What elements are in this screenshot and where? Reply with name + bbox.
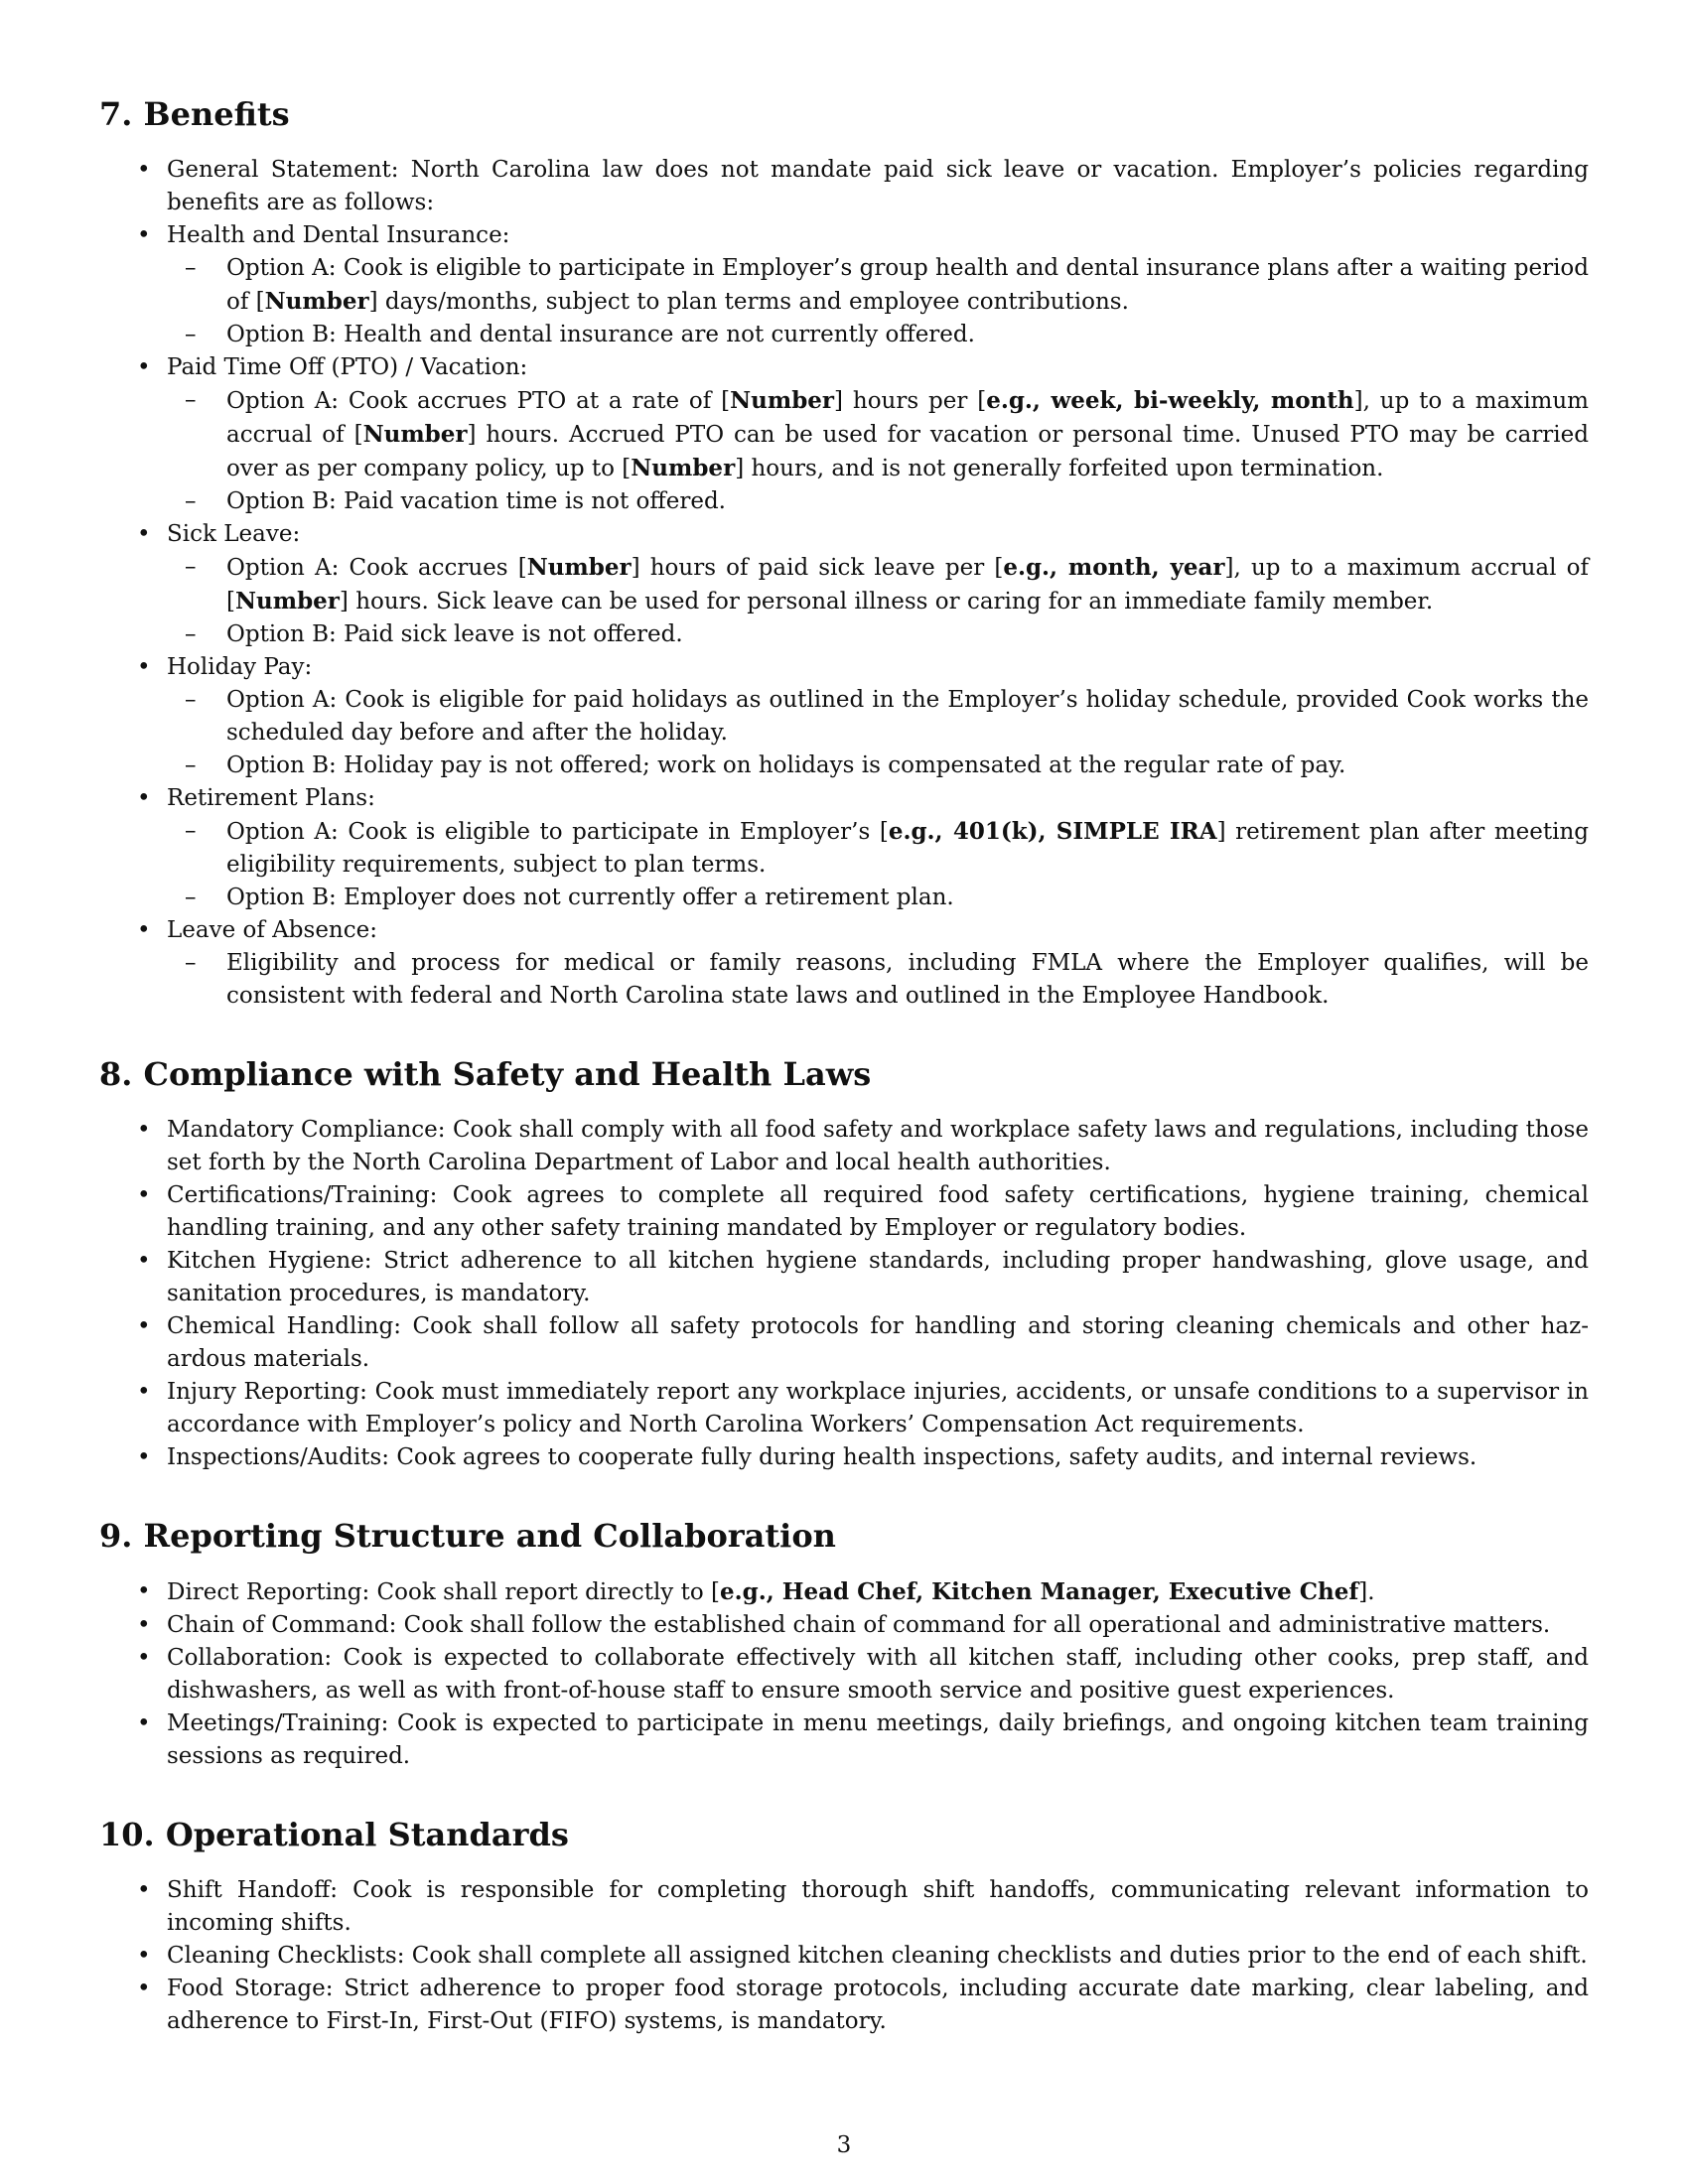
list-item <box>99 914 1589 1013</box>
text-run: Chemical Handling: Cook shall follow all safety protocols for handling and storing cleaning chemicals and other haz-ardous materials. <box>167 1313 1589 1372</box>
list-item <box>99 651 1589 782</box>
list-item <box>99 1310 1589 1376</box>
text-run: Shift Handoff: Cook is responsible for completing thorough shift handoffs, communicating relevant information to incoming shifts. <box>167 1877 1589 1936</box>
list-item <box>99 782 1589 914</box>
section-heading: 7. Benefits <box>99 95 290 133</box>
sub-list-item <box>165 815 1589 882</box>
section <box>99 94 1589 1013</box>
sub-list <box>167 947 1589 1013</box>
placeholder-text: e.g., week, bi-weekly, month <box>986 387 1354 414</box>
text-run: Eligibility and process for medical or family reasons, including FMLA where the Employer qualifies, will be consistent with federal and North Carolina state laws and outlined in the Employee Handbook. <box>226 950 1589 1009</box>
sub-list-item <box>165 551 1589 618</box>
sub-list <box>167 551 1589 651</box>
list-item <box>99 1245 1589 1310</box>
text-run: Holiday Pay: <box>167 654 313 680</box>
placeholder-text: Number <box>362 421 468 448</box>
sub-list <box>167 252 1589 351</box>
placeholder-text: Number <box>264 288 369 315</box>
list-item <box>99 1973 1589 2038</box>
text-run: Direct Reporting: Cook shall report directly to [ <box>167 1579 720 1605</box>
placeholder-text: e.g., Head Chef, Kitchen Manager, Executive Chef <box>720 1578 1359 1605</box>
page-number: 3 <box>836 2132 852 2158</box>
bullet-list <box>99 154 1589 1013</box>
list-item <box>99 1707 1589 1773</box>
section-heading: 8. Compliance with Safety and Health Laws <box>99 1055 872 1093</box>
text-run: General Statement: North Carolina law does not mandate paid sick leave or vacation. Employer’s policies regarding benefits are as follows: <box>167 157 1589 215</box>
placeholder-text: e.g., 401(k), SIMPLE IRA <box>888 818 1217 845</box>
text-run: Option B: Health and dental insurance are not currently offered. <box>226 322 975 347</box>
sub-list-item <box>165 750 1589 782</box>
list-item <box>99 1575 1589 1609</box>
text-run: ] hours. Accrued PTO can be used for vacation or personal time. Unused PTO may be carried over as per company policy, up to [ <box>226 422 1589 481</box>
placeholder-text: Number <box>234 588 340 614</box>
placeholder-text: Number <box>631 455 736 481</box>
text-run: Option A: Cook is eligible for paid holidays as outlined in the Employer’s holiday schedule, provided Cook works the scheduled day before and after the holiday. <box>226 687 1589 746</box>
sub-list <box>167 384 1589 518</box>
document-body <box>99 94 1589 2080</box>
text-run: Injury Reporting: Cook must immediately report any workplace injuries, accidents, or unsafe conditions to a supervisor in accordance with Employer’s policy and North Carolina Workers’ Compensation Act requirements. <box>167 1379 1589 1437</box>
list-item <box>99 154 1589 219</box>
text-run: Mandatory Compliance: Cook shall comply with all food safety and workplace safety laws and regulations, including those set forth by the North Carolina Department of Labor and local health authorities. <box>167 1117 1589 1175</box>
text-run: Option A: Cook is eligible to participate in Employer’s group health and dental insurance plans after a waiting period of [ <box>226 255 1589 315</box>
text-run: Option B: Holiday pay is not offered; work on holidays is compensated at the regular rate of pay. <box>226 752 1346 778</box>
text-run: Chain of Command: Cook shall follow the established chain of command for all operational and administrative matters. <box>167 1612 1551 1638</box>
list-item <box>99 1179 1589 1245</box>
list-item <box>99 1609 1589 1642</box>
bullet-list <box>99 1114 1589 1474</box>
section <box>99 1054 1589 1474</box>
bullet-list <box>99 1874 1589 2038</box>
section-heading: 10. Operational Standards <box>99 1816 569 1853</box>
text-run: Leave of Absence: <box>167 917 377 943</box>
list-item <box>99 1874 1589 1940</box>
text-run: Certifications/Training: Cook agrees to complete all required food safety certifications, hygiene training, chemical handling training, and any other safety training mandated by Employer or regulatory bodies. <box>167 1182 1589 1241</box>
text-run: ], up to a maximum accrual of [ <box>226 555 1589 614</box>
text-run: Paid Time Off (PTO) / Vacation: <box>167 354 528 380</box>
text-run: ], up to a maximum accrual of [ <box>226 388 1589 448</box>
text-run: Option B: Paid vacation time is not offered. <box>226 488 726 514</box>
sub-list-item <box>165 947 1589 1013</box>
text-run: Option B: Employer does not currently offer a retirement plan. <box>226 885 954 910</box>
placeholder-text: e.g., month, year <box>1003 554 1225 581</box>
text-run: Meetings/Training: Cook is expected to participate in menu meetings, daily briefings, and ongoing kitchen team training sessions as required. <box>167 1710 1589 1769</box>
list-item <box>99 219 1589 351</box>
text-run: ] hours per [ <box>834 388 987 414</box>
list-item <box>99 1940 1589 1973</box>
sub-list-item <box>165 485 1589 518</box>
text-run: ] retirement plan after meeting eligibility requirements, subject to plan terms. <box>226 819 1589 878</box>
list-item <box>99 518 1589 651</box>
text-run: Option A: Cook is eligible to participate in Employer’s [ <box>226 819 889 845</box>
sub-list <box>167 815 1589 914</box>
text-run: ] hours, and is not generally forfeited upon termination. <box>735 456 1384 481</box>
text-run: ] days/months, subject to plan terms and employee contributions. <box>368 289 1129 315</box>
sub-list-item <box>165 618 1589 651</box>
placeholder-text: Number <box>526 554 632 581</box>
text-run: Option A: Cook accrues PTO at a rate of [ <box>226 388 731 414</box>
list-item <box>99 1441 1589 1474</box>
text-run: Option B: Paid sick leave is not offered. <box>226 621 683 647</box>
sub-list-item <box>165 882 1589 914</box>
text-run: ] hours. Sick leave can be used for personal illness or caring for an immediate family member. <box>339 589 1434 614</box>
text-run: Collaboration: Cook is expected to collaborate effectively with all kitchen staff, including other cooks, prep staff, and dishwashers, as well as with front-of-house staff to ensure smooth service and positive guest experiences. <box>167 1645 1589 1704</box>
list-item <box>99 351 1589 518</box>
list-item <box>99 1642 1589 1707</box>
text-run: Inspections/Audits: Cook agrees to cooperate fully during health inspections, safety audits, and internal reviews. <box>167 1444 1477 1470</box>
text-run: Retirement Plans: <box>167 785 375 811</box>
list-item <box>99 1376 1589 1441</box>
section <box>99 1516 1589 1773</box>
text-run: Kitchen Hygiene: Strict adherence to all kitchen hygiene standards, including proper handwashing, glove usage, and sanitation procedures, is mandatory. <box>167 1248 1589 1306</box>
list-item <box>99 1114 1589 1179</box>
sub-list-item <box>165 319 1589 351</box>
text-run: Cleaning Checklists: Cook shall complete all assigned kitchen cleaning checklists and duties prior to the end of each shift. <box>167 1943 1588 1969</box>
text-run: Food Storage: Strict adherence to proper food storage protocols, including accurate date marking, clear labeling, and adherence to First-In, First-Out (FIFO) systems, is mandatory. <box>167 1976 1589 2034</box>
section <box>99 1815 1589 2038</box>
text-run: ] hours of paid sick leave per [ <box>631 555 1004 581</box>
sub-list-item <box>165 252 1589 319</box>
bullet-list <box>99 1575 1589 1773</box>
section-heading: 9. Reporting Structure and Collaboration <box>99 1517 836 1555</box>
text-run: Sick Leave: <box>167 521 301 547</box>
placeholder-text: Number <box>730 387 835 414</box>
text-run: ]. <box>1358 1579 1375 1605</box>
sub-list-item <box>165 384 1589 485</box>
sub-list-item <box>165 684 1589 750</box>
sub-list <box>167 684 1589 782</box>
text-run: Health and Dental Insurance: <box>167 222 510 248</box>
text-run: Option A: Cook accrues [ <box>226 555 527 581</box>
